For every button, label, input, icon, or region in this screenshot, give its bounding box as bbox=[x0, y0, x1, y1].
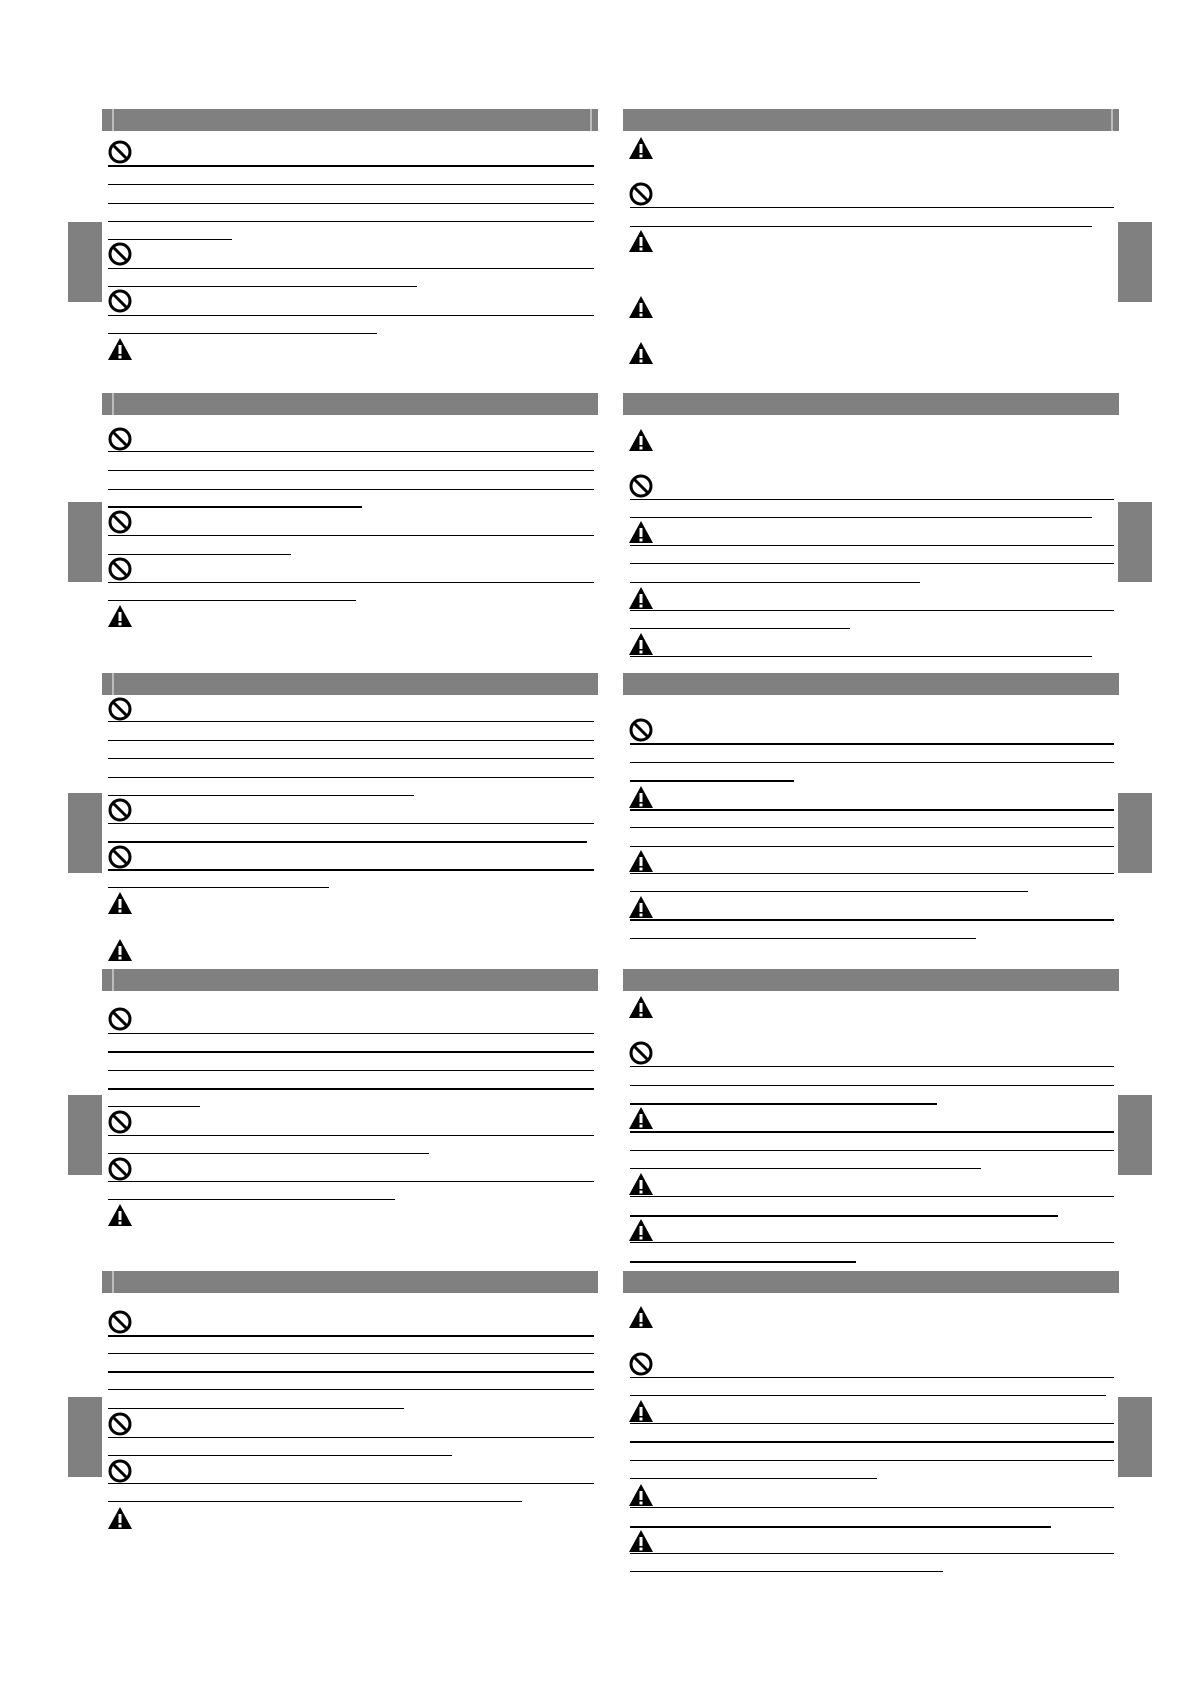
text-line bbox=[108, 1070, 594, 1071]
text-line bbox=[630, 1131, 1114, 1133]
warning-triangle-icon bbox=[628, 135, 654, 161]
side-tab bbox=[1118, 1095, 1152, 1175]
side-tab bbox=[68, 1397, 102, 1477]
side-tab bbox=[68, 1095, 102, 1175]
prohibition-icon bbox=[107, 696, 133, 722]
section-header-bar bbox=[623, 673, 1119, 695]
warning-triangle-icon bbox=[628, 784, 654, 810]
text-line bbox=[108, 333, 377, 334]
text-line bbox=[630, 1377, 1114, 1378]
prohibition-icon bbox=[107, 241, 133, 267]
prohibition-icon bbox=[107, 426, 133, 452]
text-line bbox=[108, 315, 594, 316]
warning-triangle-icon bbox=[628, 1482, 654, 1508]
prohibition-icon bbox=[107, 139, 133, 165]
prohibition-icon bbox=[628, 181, 654, 207]
text-line bbox=[630, 1085, 1114, 1086]
text-line bbox=[108, 268, 594, 269]
text-line bbox=[630, 938, 976, 939]
text-line bbox=[108, 239, 232, 240]
side-tab bbox=[68, 793, 102, 873]
text-line bbox=[630, 207, 1114, 208]
prohibition-icon bbox=[628, 717, 654, 743]
warning-triangle-icon bbox=[107, 336, 133, 362]
warning-triangle-icon bbox=[628, 294, 654, 320]
text-line bbox=[108, 1051, 594, 1053]
text-line bbox=[630, 499, 1114, 500]
warning-triangle-icon bbox=[628, 894, 654, 920]
text-line bbox=[108, 721, 594, 722]
warning-triangle-icon bbox=[107, 937, 133, 963]
section-header-bar bbox=[623, 969, 1119, 991]
text-line bbox=[108, 582, 594, 583]
prohibition-icon bbox=[107, 844, 133, 870]
text-line bbox=[630, 226, 1092, 227]
text-line bbox=[108, 795, 414, 796]
warning-triangle-icon bbox=[628, 1398, 654, 1424]
text-line bbox=[108, 1501, 522, 1502]
text-line bbox=[108, 777, 594, 778]
text-line bbox=[108, 221, 594, 222]
text-line bbox=[630, 1150, 1114, 1151]
warning-triangle-icon bbox=[628, 427, 654, 453]
warning-triangle-icon bbox=[107, 603, 133, 629]
text-line bbox=[630, 780, 794, 782]
text-line bbox=[630, 743, 1114, 745]
text-line bbox=[108, 1371, 594, 1373]
text-line bbox=[630, 809, 1114, 811]
prohibition-icon bbox=[107, 1458, 133, 1484]
text-line bbox=[630, 582, 920, 583]
text-line bbox=[630, 545, 1114, 546]
side-tab bbox=[1118, 1397, 1152, 1477]
side-tab bbox=[1118, 222, 1152, 302]
text-line bbox=[108, 554, 291, 555]
text-line bbox=[630, 1261, 856, 1263]
text-line bbox=[630, 891, 1028, 892]
text-line bbox=[630, 656, 1092, 657]
side-tab bbox=[1118, 502, 1152, 582]
text-line bbox=[108, 869, 594, 871]
warning-triangle-icon bbox=[628, 1304, 654, 1330]
text-line bbox=[630, 1478, 877, 1479]
text-line bbox=[630, 1423, 1114, 1424]
text-line bbox=[630, 846, 1114, 847]
warning-triangle-icon bbox=[628, 1171, 654, 1197]
prohibition-icon bbox=[628, 1040, 654, 1066]
prohibition-icon bbox=[107, 1109, 133, 1135]
text-line bbox=[108, 1181, 594, 1182]
warning-triangle-icon bbox=[628, 994, 654, 1020]
text-line bbox=[630, 1103, 937, 1105]
prohibition-icon bbox=[628, 473, 654, 499]
text-line bbox=[108, 887, 329, 888]
section-header-bar bbox=[102, 109, 598, 131]
text-line bbox=[108, 1088, 594, 1090]
warning-triangle-icon bbox=[107, 1202, 133, 1228]
prohibition-icon bbox=[107, 556, 133, 582]
warning-triangle-icon bbox=[628, 1528, 654, 1554]
text-line bbox=[108, 1033, 594, 1034]
text-line bbox=[630, 1242, 1114, 1243]
text-line bbox=[630, 563, 1114, 564]
section-header-bar bbox=[102, 969, 598, 991]
text-line bbox=[630, 628, 850, 629]
text-line bbox=[108, 758, 594, 759]
section-header-bar bbox=[102, 393, 598, 415]
text-line bbox=[108, 489, 594, 490]
text-line bbox=[630, 1571, 943, 1572]
warning-triangle-icon bbox=[107, 1505, 133, 1531]
text-line bbox=[108, 1483, 594, 1484]
text-line bbox=[108, 470, 594, 471]
text-line bbox=[630, 517, 1092, 518]
side-tab bbox=[68, 222, 102, 302]
text-line bbox=[108, 1199, 395, 1200]
text-line bbox=[630, 1168, 981, 1169]
warning-triangle-icon bbox=[628, 228, 654, 254]
text-line bbox=[630, 1507, 1114, 1508]
section-header-bar bbox=[623, 109, 1119, 131]
section-header-bar bbox=[102, 1271, 598, 1293]
text-line bbox=[108, 1408, 404, 1409]
warning-triangle-icon bbox=[628, 631, 654, 657]
text-line bbox=[108, 184, 594, 185]
text-line bbox=[108, 740, 594, 741]
text-line bbox=[630, 827, 1114, 828]
text-line bbox=[630, 1066, 1114, 1067]
text-line bbox=[108, 1135, 594, 1136]
prohibition-icon bbox=[107, 1006, 133, 1032]
text-line bbox=[630, 919, 1114, 921]
text-line bbox=[108, 1353, 594, 1354]
prohibition-icon bbox=[107, 288, 133, 314]
prohibition-icon bbox=[107, 1411, 133, 1437]
text-line bbox=[108, 286, 417, 287]
text-line bbox=[108, 1437, 594, 1438]
text-line bbox=[630, 762, 1114, 763]
warning-triangle-icon bbox=[628, 340, 654, 366]
text-line bbox=[630, 1553, 1114, 1554]
warning-triangle-icon bbox=[628, 1217, 654, 1243]
text-line bbox=[108, 1455, 452, 1456]
text-line bbox=[108, 1389, 594, 1390]
warning-triangle-icon bbox=[628, 585, 654, 611]
text-line bbox=[108, 600, 356, 601]
text-line bbox=[630, 1395, 1106, 1396]
prohibition-icon bbox=[628, 1351, 654, 1377]
text-line bbox=[108, 203, 594, 204]
text-line bbox=[108, 506, 362, 508]
section-header-bar bbox=[623, 1271, 1119, 1293]
text-line bbox=[108, 823, 594, 824]
text-line bbox=[108, 451, 594, 452]
warning-triangle-icon bbox=[107, 890, 133, 916]
prohibition-icon bbox=[107, 1309, 133, 1335]
text-line bbox=[108, 535, 594, 536]
prohibition-icon bbox=[107, 797, 133, 823]
side-tab bbox=[1118, 793, 1152, 873]
text-line bbox=[630, 1460, 1114, 1461]
text-line bbox=[108, 1335, 594, 1337]
text-line bbox=[630, 1196, 1114, 1197]
warning-triangle-icon bbox=[628, 848, 654, 874]
text-line bbox=[630, 1215, 1058, 1217]
text-line bbox=[630, 1526, 1051, 1528]
section-header-bar bbox=[102, 673, 598, 695]
prohibition-icon bbox=[107, 509, 133, 535]
text-line bbox=[108, 1153, 429, 1154]
warning-triangle-icon bbox=[628, 1105, 654, 1131]
section-header-bar bbox=[623, 393, 1119, 415]
text-line bbox=[630, 873, 1114, 874]
warning-triangle-icon bbox=[628, 519, 654, 545]
text-line bbox=[108, 841, 587, 843]
text-line bbox=[108, 165, 594, 167]
prohibition-icon bbox=[107, 1156, 133, 1182]
text-line bbox=[630, 1441, 1114, 1443]
text-line bbox=[108, 1106, 200, 1107]
side-tab bbox=[68, 502, 102, 582]
text-line bbox=[630, 610, 1114, 611]
